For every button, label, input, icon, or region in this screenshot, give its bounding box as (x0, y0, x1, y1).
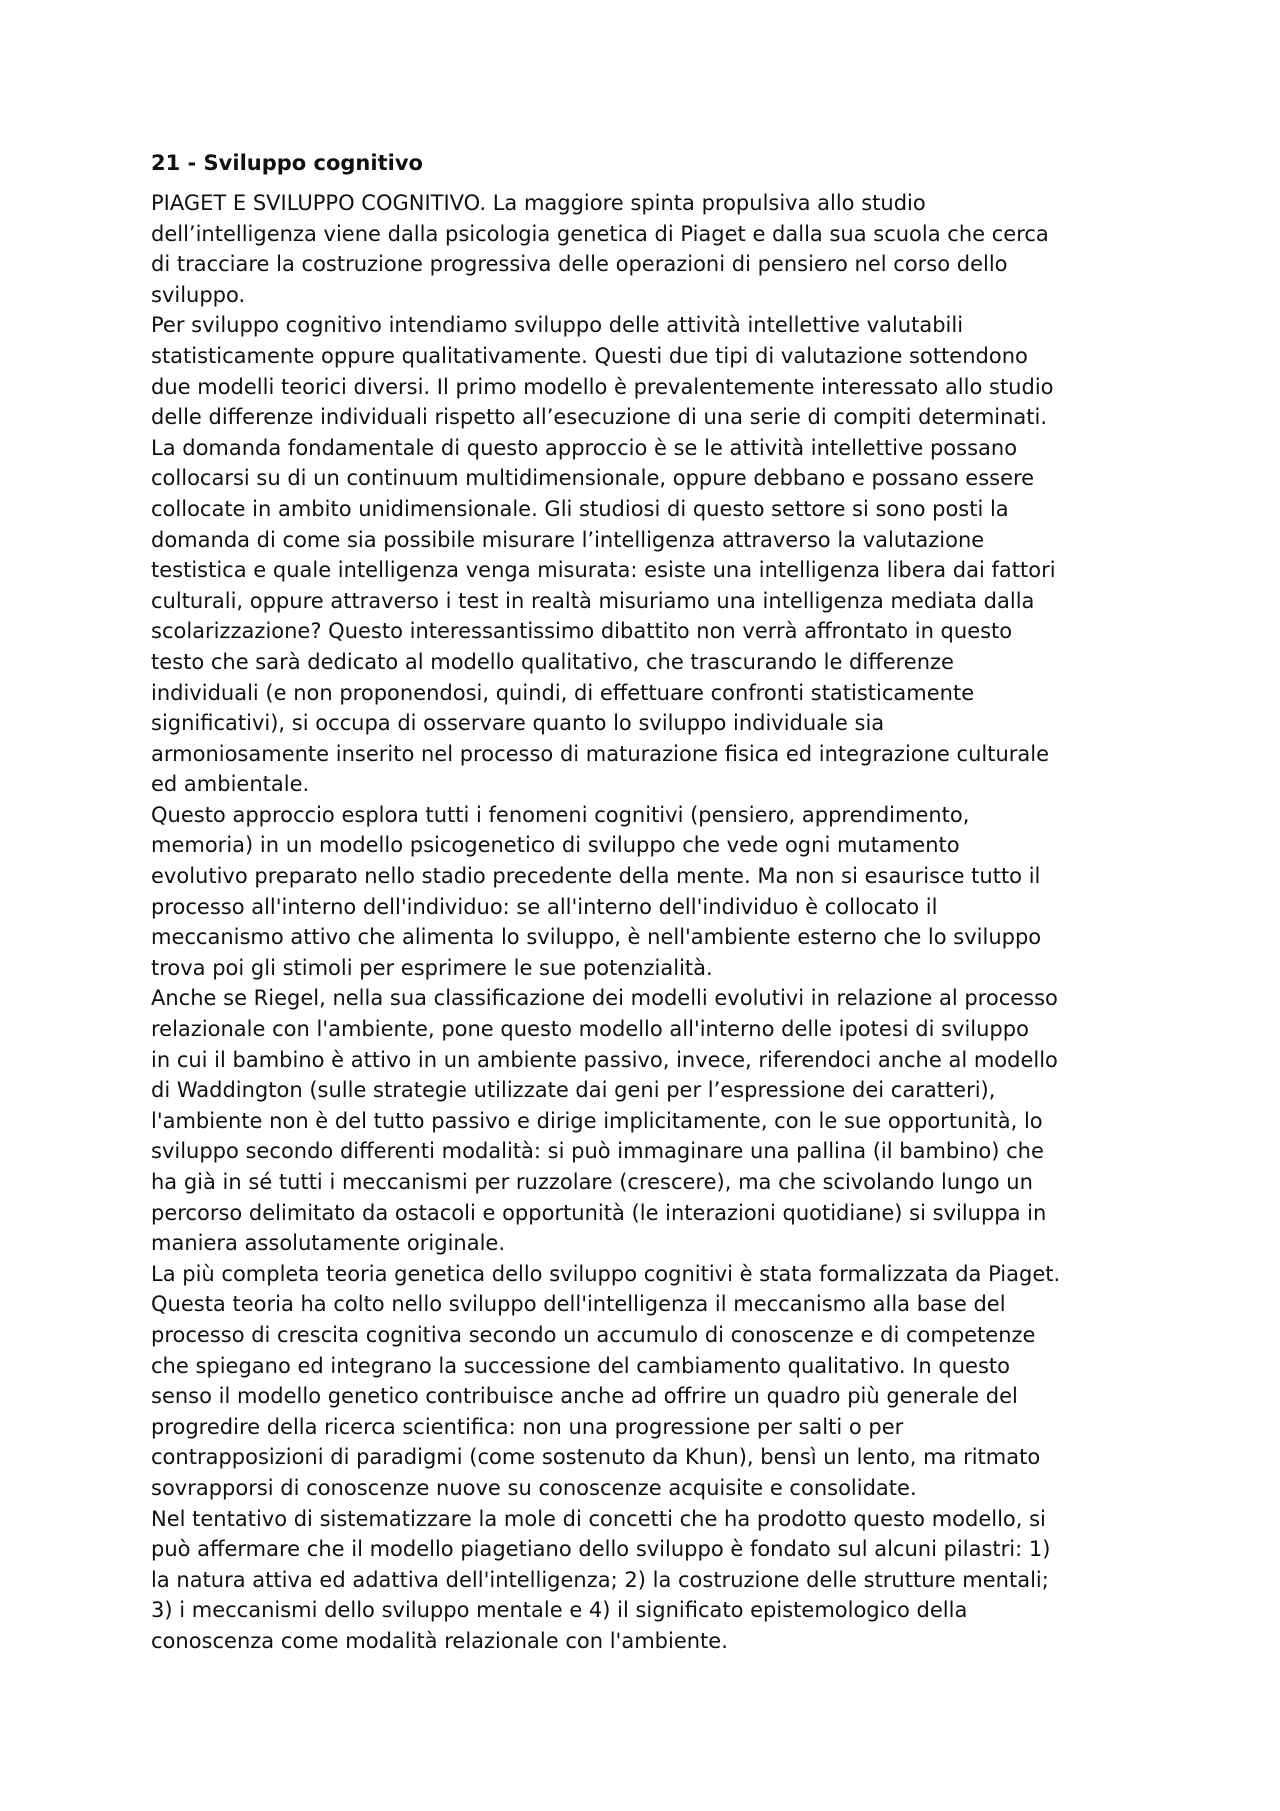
document-body (151, 148, 1136, 1657)
paragraph-definition: Per sviluppo cognitivo intendiamo sviluppo delle attività intellettive valutabili statisticamente oppure qualitativamente. Questi due tipi di valutazione sottendono due modelli teorici diversi. Il primo modello è prevalentemente interessato allo studio delle differenze individuali rispetto all’esecuzione di una serie di compiti determinati. La domanda fondamentale di questo approccio è se le attività intellettive possano collocarsi su di un continuum multidimensionale, oppure debbano e possano essere collocate in ambito unidimensionale. Gli studiosi di questo settore si sono posti la domanda di come sia possibile misurare l’intelligenza attraverso la valutazione testistica e quale intelligenza venga misurata: esiste una intelligenza libera dai fattori culturali, oppure attraverso i test in realtà misuriamo una intelligenza mediata dalla scolarizzazione? Questo interessantissimo dibattito non verrà affrontato in questo testo che sarà dedicato al modello qualitativo, che trascurando le differenze individuali (e non proponendosi, quindi, di effettuare confronti statisticamente significativi), si occupa di osservare quanto lo sviluppo individuale sia armoniosamente inserito nel processo di maturazione fisica ed integrazione culturale ed ambientale. (151, 313, 1056, 797)
paragraph-riegel-waddington: Anche se Riegel, nella sua classificazione dei modelli evolutivi in relazione al processo relazionale con l'ambiente, pone questo modello all'interno delle ipotesi di sviluppo in cui il bambino è attivo in un ambiente passivo, invece, riferendoci anche al modello di Waddington (sulle strategie utilizzate dai geni per l’espressione dei caratteri), l'ambiente non è del tutto passivo e dirige implicitamente, con le sue opportunità, lo sviluppo secondo differenti modalità: si può immaginare una pallina (il bambino) che ha già in sé tutti i meccanismi per ruzzolare (crescere), ma che scivolando lungo un percorso delimitato da ostacoli e opportunità (le interazioni quotidiane) si sviluppa in maniera assolutamente originale. (151, 986, 1058, 1256)
paragraph-pillars: Nel tentativo di sistematizzare la mole di concetti che ha prodotto questo modello, si può affermare che il modello piagetiano dello sviluppo è fondato sul alcuni pilastri: 1) la natura attiva ed adattiva dell'intelligenza; 2) la costruzione delle strutture mentali; 3) i meccanismi dello sviluppo mentale e 4) il significato epistemologico della conoscenza come modalità relazionale con l'ambiente. (151, 1506, 1051, 1653)
paragraph-approach: Questo approccio esplora tutti i fenomeni cognitivi (pensiero, apprendimento, memoria) in un modello psicogenetico di sviluppo che vede ogni mutamento evolutivo preparato nello stadio precedente della mente. Ma non si esaurisce tutto il processo all'interno dell'individuo: se all'interno dell'individuo è collocato il meccanismo attivo che alimenta lo sviluppo, è nell'ambiente esterno che lo sviluppo trova poi gli stimoli per esprimere le sue potenzialità. (151, 802, 1042, 980)
paragraph-piaget-theory: La più completa teoria genetica dello sviluppo cognitivi è stata formalizzata da Piaget. Questa teoria ha colto nello sviluppo dell'intelligenza il meccanismo alla base del processo di crescita cognitiva secondo un accumulo di conoscenze e di competenze che spiegano ed integrano la successione del cambiamento qualitativo. In questo senso il modello genetico contribuisce anche ad offrire un quadro più generale del progredire della ricerca scientifica: non una progressione per salti o per contrapposizioni di paradigmi (come sostenuto da Khun), bensì un lento, ma ritmato sovrapporsi di conoscenze nuove su conoscenze acquisite e consolidate. (151, 1261, 1061, 1500)
document-title: 21 - Sviluppo cognitivo (151, 151, 423, 175)
paragraph-intro: PIAGET E SVILUPPO COGNITIVO. La maggiore spinta propulsiva allo studio dell’intelligenza viene dalla psicologia genetica di Piaget e dalla sua scuola che cerca di tracciare la costruzione progressiva delle operazioni di pensiero nel corso dello sviluppo. (151, 191, 1049, 307)
